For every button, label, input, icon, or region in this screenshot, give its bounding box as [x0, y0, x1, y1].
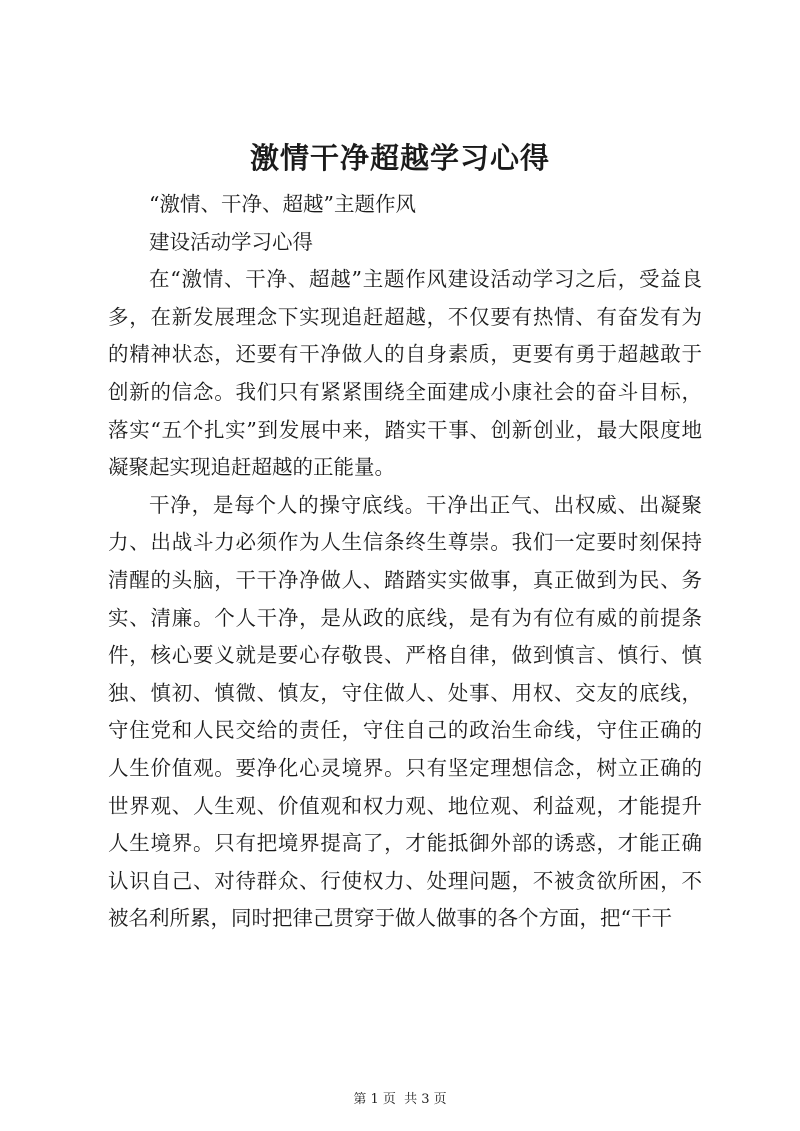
body-paragraph: 干净，是每个人的操守底线。干净出正气、出权威、出凝聚力、出战斗力必须作为人生信条终生尊崇。我们一定要时刻保持清醒的头脑，干干净净做人、踏踏实实做事，真正做到为民、务实、清廉。个人干净，是从政的底线，是有为有位有威的前提条件，核心要义就是要心存敬畏、严格自律，做到慎言、慎行、慎独、慎初、慎微、慎友，守住做人、处事、用权、交友的底线，守住党和人民交给的责任，守住自己的政治生命线，守住正确的人生价值观。要净化心灵境界。只有坚定理想信念，树立正确的世界观、人生观、价值观和权力观、地位观、利益观，才能提升人生境界。只有把境界提高了，才能抵御外部的诱惑，才能正确认识自己、对待群众、行使权力、处理问题，不被贪欲所困，不被名利所累，同时把律己贯穿于做人做事的各个方面，把“干干 — [108, 492, 702, 931]
body-paragraph: 建设活动学习心得 — [149, 229, 313, 254]
document-title: 激情干净超越学习心得 — [249, 141, 550, 175]
document-body — [108, 186, 702, 938]
page-footer — [0, 1091, 800, 1109]
page-number-label: 第 1 页 共 3 页 — [353, 1092, 447, 1107]
body-paragraph: 在“激情、干净、超越”主题作风建设活动学习之后，受益良多，在新发展理念下实现追赶超越，不仅要有热情、有奋发有为的精神状态，还要有干净做人的自身素质，更要有勇于超越敢于创新的信念。我们只有紧紧围绕全面建成小康社会的奋斗目标，落实“五个扎实”到发展中来，踏实干事、创新创业，最大限度地凝聚起实现追赶超越的正能量。 — [108, 267, 702, 480]
body-paragraph: “激情、干净、超越”主题作风 — [149, 192, 416, 216]
